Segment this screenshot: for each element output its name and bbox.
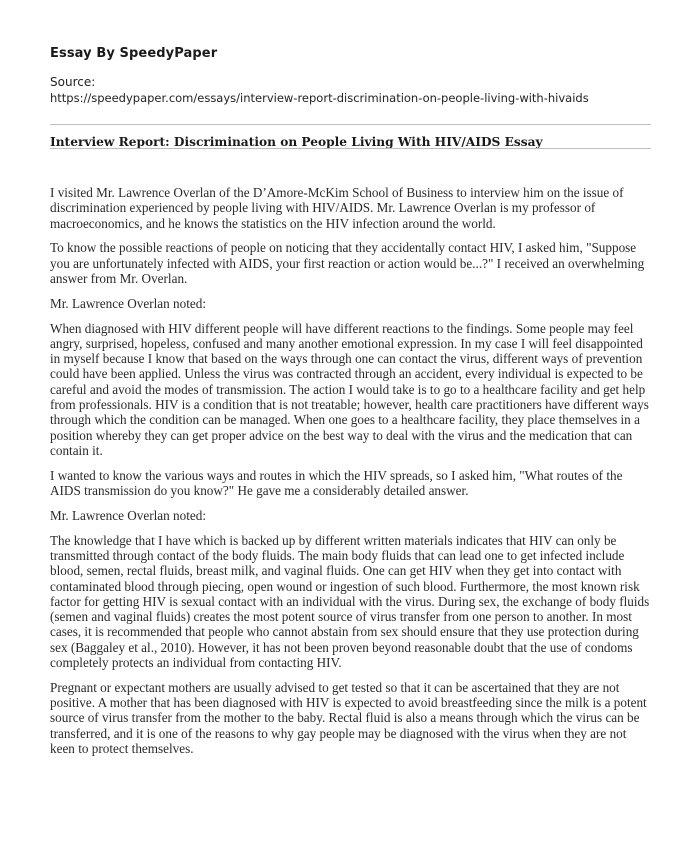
site-header-title: Essay By SpeedyPaper [50, 46, 218, 61]
essay-body [50, 185, 654, 766]
divider-top [50, 124, 651, 125]
paragraph: When diagnosed with HIV different people will have different reactions to the findings. Some people may feel angry, surprised, hopeless, confused and many another emotional expression. In my case I will feel disappointed in myself because I know that based on the ways through one can contact the virus, different ways of prevention could have been applied. Unless the virus was contracted through an accident, every individual is expected to be careful and avoid the modes of transmission. The action I would take is to go to a healthcare facility and get help from professionals. HIV is a condition that is not treatable; however, health care practitioners have different ways through which the condition can be managed. When one goes to a healthcare facility, they place themselves in a position whereby they can get proper advice on the best way to deal with the virus and the medication that can contain it. [50, 320, 649, 458]
source-label: Source: [50, 75, 96, 89]
essay-title: Interview Report: Discrimination on People Living With HIV/AIDS Essay [50, 135, 543, 149]
paragraph: I wanted to know the various ways and routes in which the HIV spreads, so I asked him, "What routes of the AIDS transmission do you know?" He gave me a considerably detailed answer. [50, 467, 623, 499]
paragraph: Mr. Lawrence Overlan noted: [50, 295, 206, 311]
source-url[interactable]: https://speedypaper.com/essays/interview-report-discrimination-on-people-living-with-hivaids [50, 91, 589, 105]
paragraph: To know the possible reactions of people on noticing that they accidentally contact HIV, I asked him, "Suppose you are unfortunately infected with AIDS, your first reaction or action would be...?" I received an overwhelming answer from Mr. Overlan. [50, 240, 645, 286]
paragraph: I visited Mr. Lawrence Overlan of the D’Amore-McKim School of Business to interview him on the issue of discrimination experienced by people living with HIV/AIDS. Mr. Lawrence Overlan is my professor of macroeconomics, and he knows the statistics on the HIV infection around the world. [50, 185, 624, 231]
paragraph: The knowledge that I have which is backed up by different written materials indicates that HIV can only be transmitted through contact of the body fluids. The main body fluids that can lead one to get infected include blood, semen, rectal fluids, breast milk, and vaginal fluids. One can get HIV when they get into contact with contaminated blood through piecing, open wound or ingestion of such blood. Furthermore, the most known risk factor for getting HIV is sexual contact with an individual with the virus. During sex, the exchange of body fluids (semen and vaginal fluids) creates the most potent source of virus transfer from one person to another. In most cases, it is recommended that people who cannot abstain from sex should ensure that they use protection during sex (Baggaley et al., 2010). However, it has not been proven beyond reasonable doubt that the use of condoms completely protects an individual from contacting HIV. [50, 532, 650, 671]
paragraph: Mr. Lawrence Overlan noted: [50, 507, 206, 523]
divider-bottom [50, 148, 651, 149]
paragraph: Pregnant or expectant mothers are usually advised to get tested so that it can be ascertained that they are not positive. A mother that has been diagnosed with HIV is expected to avoid breastfeeding since the milk is a potent source of virus transfer from the mother to the baby. Rectal fluid is also a means through which the virus can be transferred, and it is one of the reasons to why gay people may be diagnosed with the virus when they are not keen to protect themselves. [50, 679, 647, 756]
